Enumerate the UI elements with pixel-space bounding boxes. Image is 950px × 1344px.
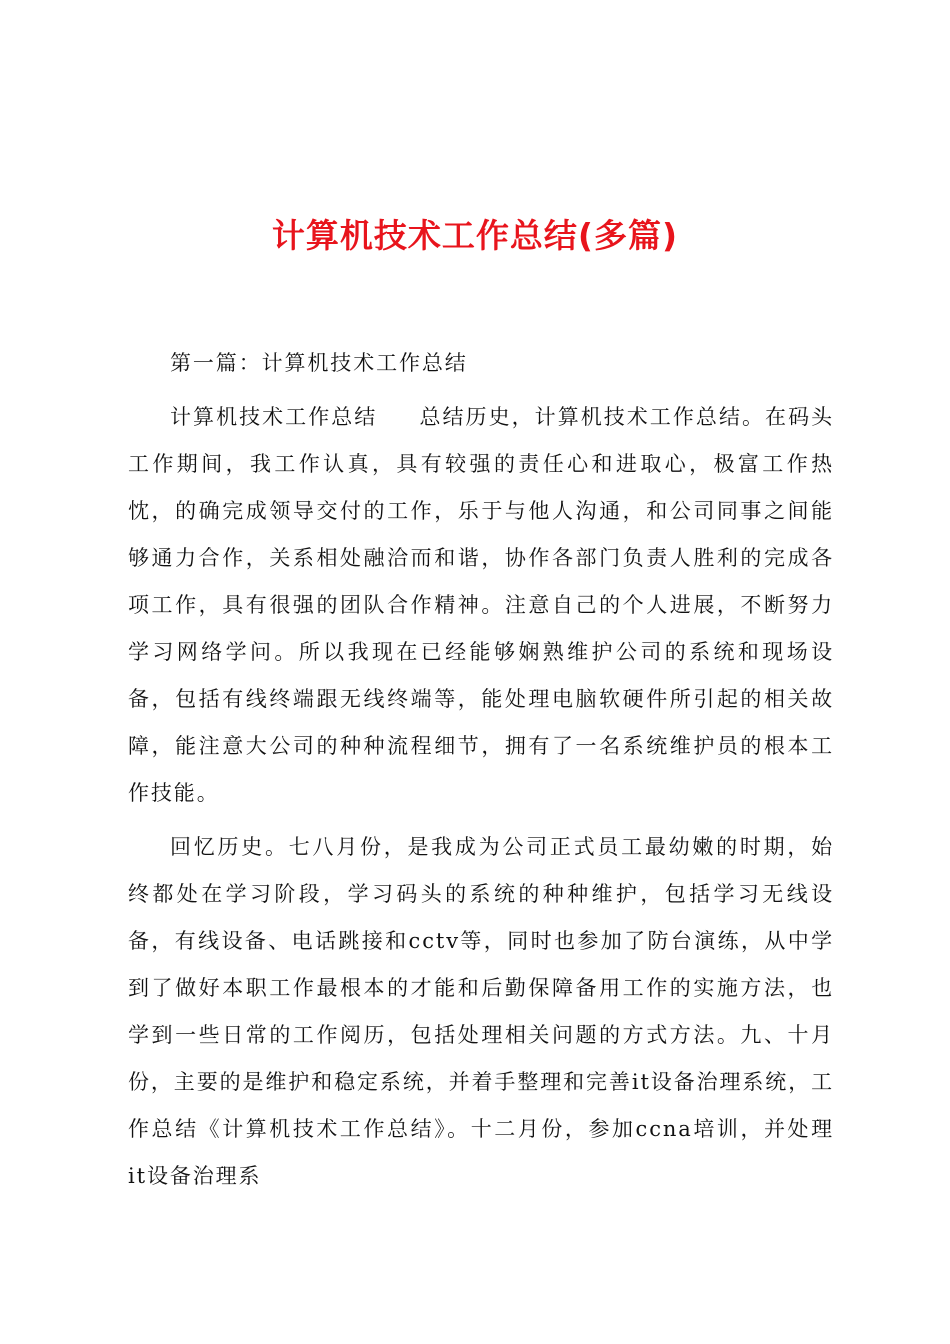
document-body [128, 340, 834, 1207]
document-title: 计算机技术工作总结(多篇) [271, 216, 679, 255]
paragraph-1-lead: 计算机技术工作总结 [170, 405, 378, 429]
paragraph-2: 回忆历史。七八月份，是我成为公司正式员工最幼嫩的时期，始终都处在学习阶段，学习码头的系统的种种维护，包括学习无线设备，有线设备、电话跳接和cctv等，同时也参加了防台演练，从中学到了做好本职工作最根本的才能和后勤保障备用工作的实施方法，也学到一些日常的工作阅历，包括处理相关问题的方式方法。九、十月份，主要的是维护和稳定系统，并着手整理和完善it设备治理系统，工作总结《计算机技术工作总结》。十二月份，参加ccna培训，并处理it设备治理系 [128, 835, 834, 1188]
paragraph-1-text: 总结历史，计算机技术工作总结。在码头工作期间，我工作认真，具有较强的责任心和进取心，极富工作热忱，的确完成领导交付的工作，乐于与他人沟通，和公司同事之间能够通力合作，关系相处融洽而和谐，协作各部门负责人胜利的完成各项工作，具有很强的团队合作精神。注意自己的个人进展，不断努力学习网络学问。所以我现在已经能够娴熟维护公司的系统和现场设备，包括有线终端跟无线终端等，能处理电脑软硬件所引起的相关故障，能注意大公司的种种流程细节，拥有了一名系统维护员的根本工作技能。 [128, 405, 835, 805]
paragraph-1 [128, 394, 834, 817]
section-heading: 第一篇：计算机技术工作总结 [170, 351, 468, 375]
